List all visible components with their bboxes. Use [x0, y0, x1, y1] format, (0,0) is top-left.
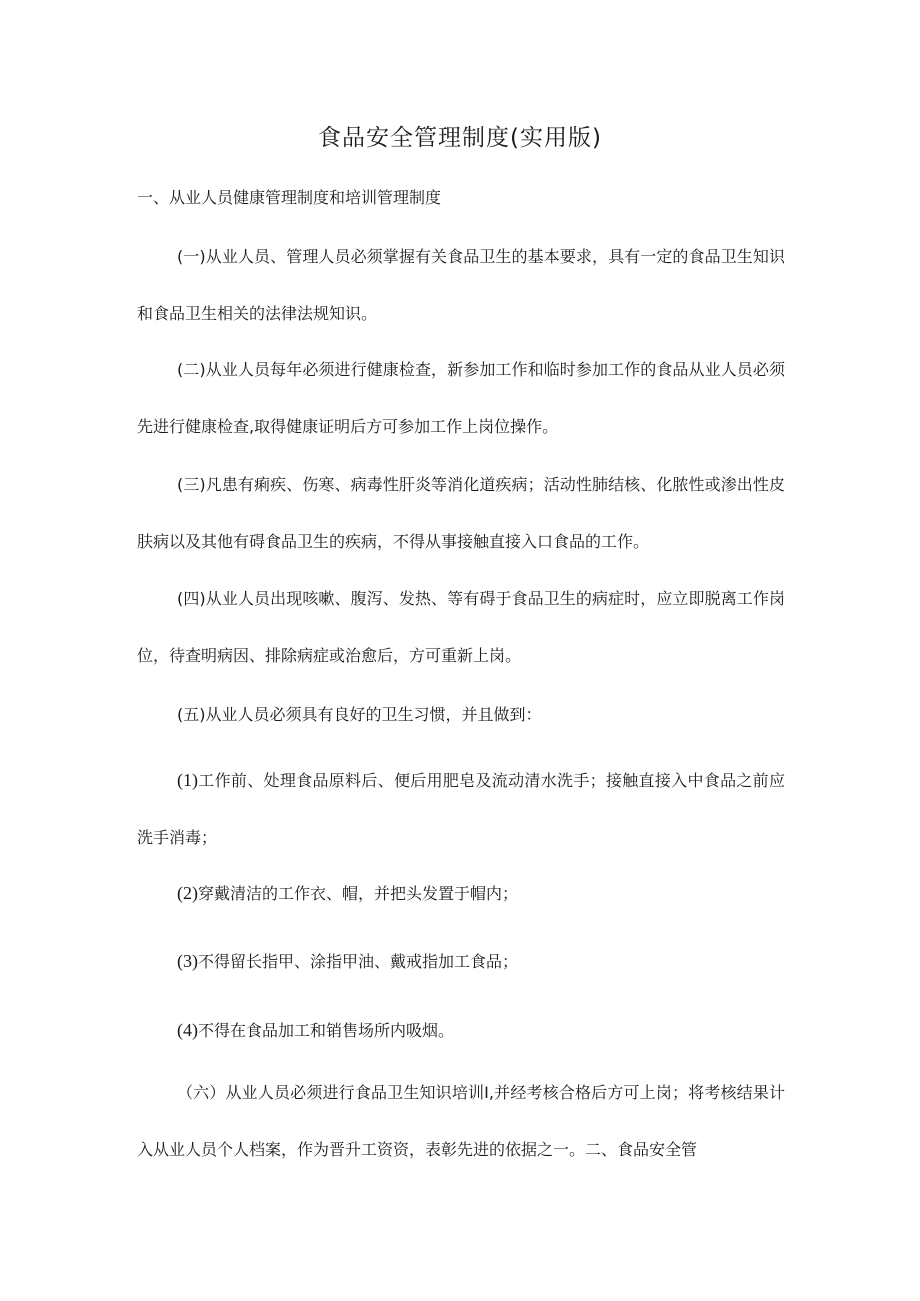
paragraph-4: (四)从业人员出现咳嗽、腹泻、发热、等有碍于食品卫生的病症时，应立即脱离工作岗位，待查明病因、排除病症或治愈后，方可重新上岗。: [137, 589, 785, 665]
list-item-2-number: (2): [177, 883, 198, 903]
list-item-2-text: 穿戴清洁的工作衣、帽，并把头发置于帽内；: [198, 884, 519, 903]
list-item-1-text: 工作前、处理食品原料后、便后用肥皂及流动清水洗手；接触直接入中食品之前应洗手消毒；: [137, 771, 785, 847]
list-item-1-number: (1): [177, 770, 198, 790]
paragraph-3: (三)凡患有痢疾、伤寒、病毒性肝炎等消化道疾病；活动性肺结核、化脓性或渗出性皮肤病以及其他有碍食品卫生的疾病，不得从事接触直接入口食品的工作。: [137, 475, 785, 551]
list-item-3-number: (3): [177, 951, 198, 971]
list-item-4: [177, 1015, 454, 1046]
list-item-4-number: (4): [177, 1020, 198, 1040]
paragraph-2: (二)从业人员每年必须进行健康检查，新参加工作和临时参加工作的食品从业人员必须先进行健康检查,取得健康证明后方可参加工作上岗位操作。: [137, 360, 785, 436]
list-item-1: [137, 752, 785, 866]
paragraph-1: (一)从业人员、管理人员必须掌握有关食品卫生的基本要求，具有一定的食品卫生知识和食品卫生相关的法律法规知识。: [137, 247, 785, 323]
paragraph-6: （六）从业人员必须进行食品卫生知识培训I,并经考核合格后方可上岗；将考核结果计入从业人员个人档案，作为晋升工资资，表彰先进的依据之一。二、食品安全管: [137, 1083, 785, 1159]
document-title: 食品安全管理制度(实用版): [318, 125, 602, 151]
list-item-3-text: 不得留长指甲、涂指甲油、戴戒指加工食品；: [198, 952, 519, 971]
list-item-3: [177, 946, 518, 977]
list-item-2: [177, 878, 518, 909]
list-item-4-text: 不得在食品加工和销售场所内吸烟。: [198, 1021, 455, 1040]
paragraph-5: (五)从业人员必须具有良好的卫生习惯，并且做到：: [177, 705, 542, 724]
section-heading: 一、从业人员健康管理制度和培训管理制度: [137, 188, 442, 207]
